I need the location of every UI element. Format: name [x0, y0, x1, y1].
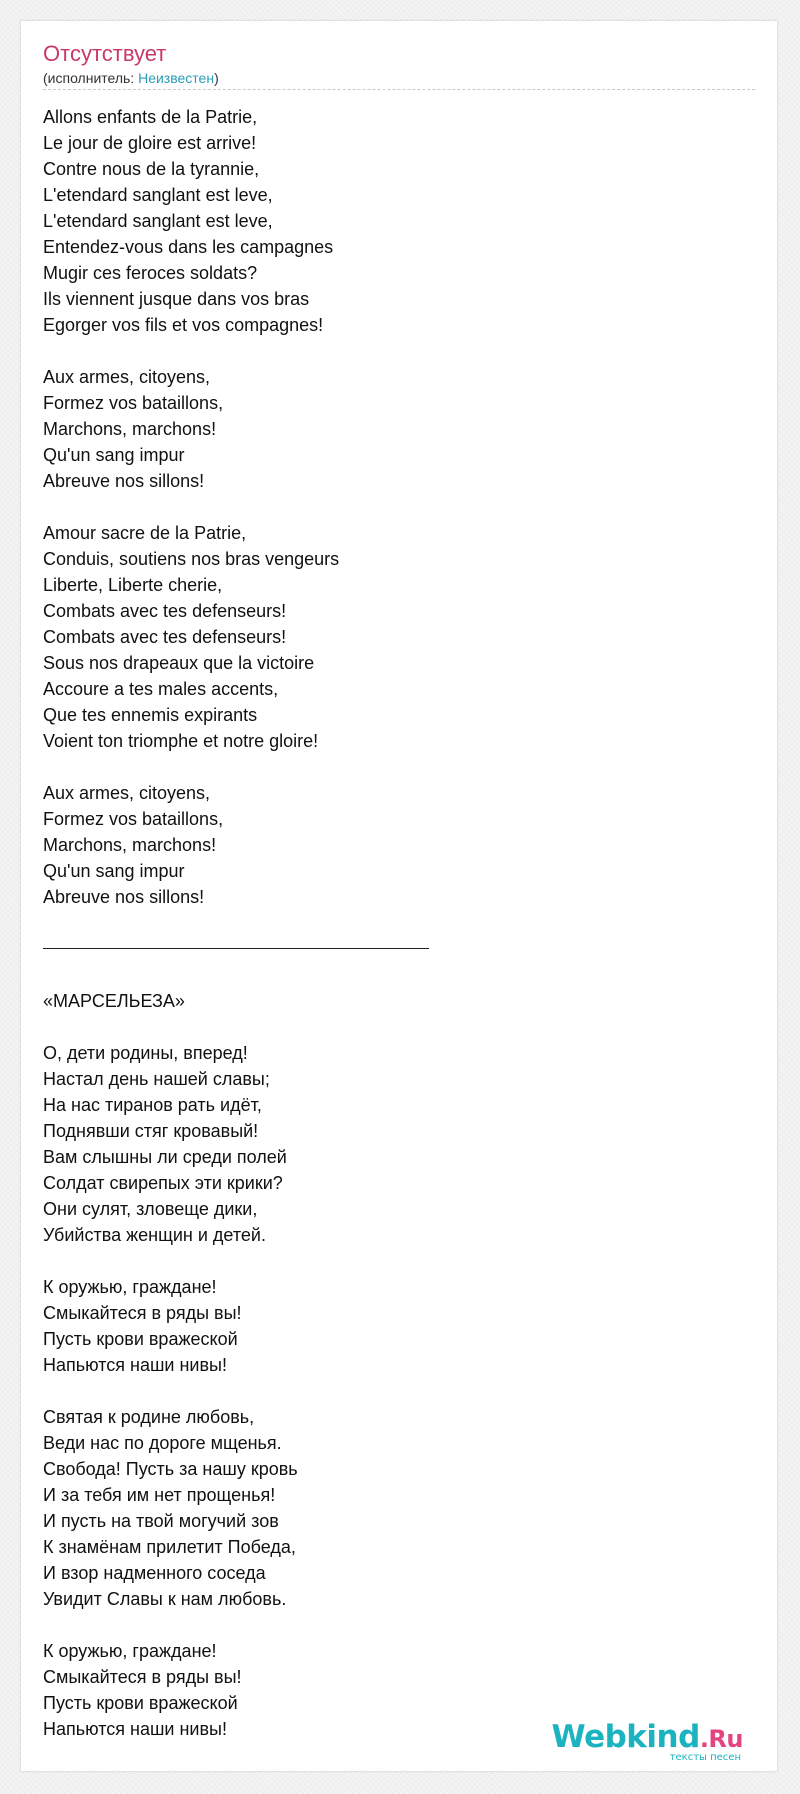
stanza-gap: [43, 754, 743, 780]
stanza-gap: [43, 1014, 743, 1040]
lyric-line: Mugir ces feroces soldats?: [43, 263, 258, 283]
lyric-line: Voient ton triomphe et notre gloire!: [43, 731, 319, 751]
lyric-line: Смыкайтеся в ряды вы!: [43, 1667, 242, 1687]
artist-prefix: (исполнитель:: [43, 70, 139, 86]
stanza-gap: [43, 910, 743, 936]
lyric-line: Пусть крови вражеской: [43, 1329, 238, 1349]
lyrics-body: [43, 104, 743, 1742]
lyric-line: Они сулят, зловеще дики,: [43, 1199, 258, 1219]
lyric-line: О, дети родины, вперед!: [43, 1043, 248, 1063]
lyric-line: Поднявши стяг кровавый!: [43, 1121, 259, 1141]
logo-wordmark: [552, 1721, 744, 1755]
stanza-gap: [43, 1612, 743, 1638]
french-chorus-1: [43, 364, 743, 494]
lyric-line: Contre nous de la tyrannie,: [43, 159, 260, 179]
lyric-line: Abreuve nos sillons!: [43, 887, 205, 907]
lyric-line: Веди нас по дороге мщенья.: [43, 1433, 282, 1453]
lyric-line: Que tes ennemis expirants: [43, 705, 258, 725]
lyric-line: Солдат свирепых эти крики?: [43, 1173, 283, 1193]
russian-chorus-1: [43, 1274, 743, 1378]
lyric-line: И пусть на твой могучий зов: [43, 1511, 279, 1531]
russian-verse-2: [43, 1404, 743, 1612]
lyric-line: Напьются наши нивы!: [43, 1355, 227, 1375]
lyric-line: Святая к родине любовь,: [43, 1407, 255, 1427]
lyric-line: Aux armes, citoyens,: [43, 783, 211, 803]
lyric-line: Entendez-vous dans les campagnes: [43, 237, 334, 257]
lyric-line: Вам слышны ли среди полей: [43, 1147, 287, 1167]
russian-verse-1: [43, 1040, 743, 1248]
lyric-line: Убийства женщин и детей.: [43, 1225, 266, 1245]
artist-suffix: ): [214, 70, 219, 86]
site-logo[interactable]: [552, 1721, 744, 1763]
lyric-line: На нас тиранов рать идёт,: [43, 1095, 262, 1115]
stanza-gap: [43, 1378, 743, 1404]
lyric-line: Aux armes, citoyens,: [43, 367, 211, 387]
lyric-line: Настал день нашей славы;: [43, 1069, 270, 1089]
lyric-line: Marchons, marchons!: [43, 835, 217, 855]
lyric-line: Marchons, marchons!: [43, 419, 217, 439]
lyric-line: К знамёнам прилетит Победа,: [43, 1537, 296, 1557]
lyric-line: Le jour de gloire est arrive!: [43, 133, 257, 153]
lyric-line: Formez vos bataillons,: [43, 809, 224, 829]
lyric-line: Qu'un sang impur: [43, 445, 185, 465]
french-verse-1: [43, 104, 743, 338]
lyric-line: И за тебя им нет прощенья!: [43, 1485, 276, 1505]
stanza-gap: [43, 494, 743, 520]
french-verse-2: [43, 520, 743, 754]
artist-link[interactable]: Неизвестен: [138, 70, 215, 86]
song-header: [43, 41, 755, 90]
lyric-line: L'etendard sanglant est leve,: [43, 185, 273, 205]
lyric-line: Allons enfants de la Patrie,: [43, 107, 258, 127]
logo-tagline: тексты песен: [669, 1752, 741, 1763]
lyric-line: Abreuve nos sillons!: [43, 471, 205, 491]
lyric-line: К оружью, граждане!: [43, 1641, 217, 1661]
stanza-gap: [43, 338, 743, 364]
lyric-line: Accoure a tes males accents,: [43, 679, 279, 699]
lyric-line: Amour sacre de la Patrie,: [43, 523, 247, 543]
lyric-line: Egorger vos fils et vos compagnes!: [43, 315, 324, 335]
song-title: Отсутствует: [43, 41, 167, 66]
lyric-line: Combats avec tes defenseurs!: [43, 627, 287, 647]
lyric-line: Напьются наши нивы!: [43, 1719, 227, 1739]
lyric-line: Смыкайтеся в ряды вы!: [43, 1303, 242, 1323]
logo-name: Webkind: [551, 1719, 700, 1755]
lyric-line: L'etendard sanglant est leve,: [43, 211, 273, 231]
lyric-line: Conduis, soutiens nos bras vengeurs: [43, 549, 340, 569]
russian-title: «МАРСЕЛЬЕЗА»: [43, 991, 185, 1011]
section-divider: [43, 948, 429, 949]
stanza-gap: [43, 962, 743, 988]
lyrics-card: [20, 20, 778, 1772]
french-chorus-2: [43, 780, 743, 910]
artist-line: [43, 69, 755, 90]
logo-tld: .Ru: [699, 1725, 743, 1753]
lyric-line: Свобода! Пусть за нашу кровь: [43, 1459, 298, 1479]
lyric-line: Ils viennent jusque dans vos bras: [43, 289, 310, 309]
lyric-line: Qu'un sang impur: [43, 861, 185, 881]
lyric-line: Combats avec tes defenseurs!: [43, 601, 287, 621]
lyric-line: Пусть крови вражеской: [43, 1693, 238, 1713]
lyric-line: Liberte, Liberte cherie,: [43, 575, 223, 595]
lyric-line: К оружью, граждане!: [43, 1277, 217, 1297]
lyric-line: Увидит Славы к нам любовь.: [43, 1589, 287, 1609]
lyric-line: И взор надменного соседа: [43, 1563, 266, 1583]
lyric-line: Formez vos bataillons,: [43, 393, 224, 413]
lyric-line: Sous nos drapeaux que la victoire: [43, 653, 315, 673]
stanza-gap: [43, 1248, 743, 1274]
